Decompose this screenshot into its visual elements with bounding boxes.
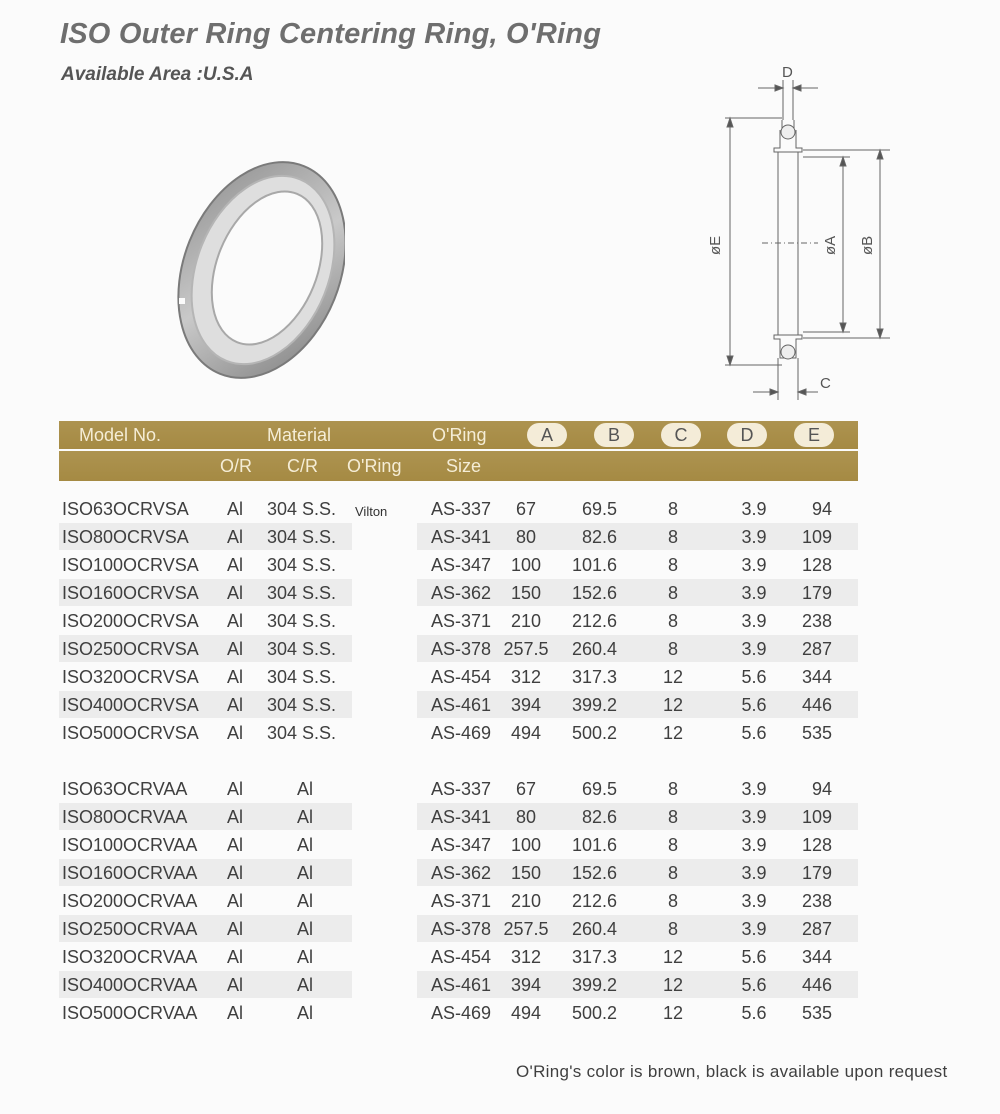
dim-c: 12	[662, 695, 684, 715]
dim-a: 394	[510, 975, 542, 995]
dim-c: 8	[667, 891, 678, 911]
outer-ring-material: Al	[227, 611, 244, 631]
dim-a: 67	[515, 779, 537, 799]
table-row	[59, 495, 858, 522]
oring-size: AS-341	[431, 807, 492, 827]
centering-ring-material: 304 S.S.	[267, 583, 337, 603]
oring-size: AS-347	[431, 835, 492, 855]
dim-d: 3.9	[741, 835, 767, 855]
dim-c: 8	[667, 863, 678, 883]
header-model-no: Model No.	[79, 425, 162, 445]
dim-c: 12	[662, 947, 684, 967]
model-number: ISO250OCRVAA	[62, 919, 198, 939]
dim-a: 67	[515, 499, 537, 519]
dim-e: 109	[801, 527, 832, 547]
dim-d: 3.9	[741, 891, 767, 911]
outer-ring-material: Al	[227, 807, 244, 827]
dim-b: 260.4	[571, 639, 617, 659]
model-number: ISO500OCRVAA	[62, 1003, 198, 1023]
header-col-b: B	[594, 423, 634, 447]
dim-c: 8	[667, 499, 678, 519]
outer-ring-material: Al	[227, 583, 244, 603]
centering-ring-material: Al	[297, 919, 314, 939]
dim-a: 257.5	[503, 919, 549, 939]
dim-d: 3.9	[741, 807, 767, 827]
dim-b: 69.5	[581, 499, 617, 519]
dim-e: 535	[801, 1003, 832, 1023]
dim-b: 500.2	[571, 723, 617, 743]
outer-ring-material: Al	[227, 835, 244, 855]
table-row	[59, 691, 858, 718]
dim-c: 8	[667, 555, 678, 575]
centering-ring-material: 304 S.S.	[267, 695, 337, 715]
oring-size: AS-378	[431, 919, 492, 939]
centering-ring-material: Al	[297, 835, 314, 855]
dim-d: 3.9	[741, 583, 767, 603]
dim-c: 8	[667, 919, 678, 939]
centering-ring-material: 304 S.S.	[267, 723, 337, 743]
dim-c: 8	[667, 807, 678, 827]
dim-d: 3.9	[741, 863, 767, 883]
dim-e: 344	[801, 947, 832, 967]
dim-e: 128	[801, 835, 832, 855]
dim-c: 8	[667, 611, 678, 631]
oring-size: AS-461	[431, 975, 492, 995]
dim-e: 446	[801, 975, 832, 995]
dim-a: 150	[510, 863, 542, 883]
oring-size: AS-454	[431, 667, 492, 687]
dim-d: 3.9	[741, 527, 767, 547]
dim-e: 287	[801, 639, 832, 659]
centering-ring-material: Al	[297, 891, 314, 911]
model-number: ISO400OCRVAA	[62, 975, 198, 995]
centering-ring-material: 304 S.S.	[267, 611, 337, 631]
oring-size: AS-469	[431, 723, 492, 743]
model-number: ISO200OCRVAA	[62, 891, 198, 911]
page-title: ISO Outer Ring Centering Ring, O'Ring	[60, 18, 602, 50]
table-row	[59, 971, 858, 998]
centering-ring-material: 304 S.S.	[267, 499, 337, 519]
table-row	[59, 551, 858, 578]
table-row	[59, 523, 858, 550]
outer-ring-material: Al	[227, 555, 244, 575]
dim-b: 317.3	[571, 667, 617, 687]
model-number: ISO400OCRVSA	[62, 695, 199, 715]
dim-c: 12	[662, 975, 684, 995]
dimension-label-a: øA	[822, 235, 839, 255]
dim-a: 394	[510, 695, 542, 715]
model-number: ISO63OCRVSA	[62, 499, 189, 519]
outer-ring-material: Al	[227, 723, 244, 743]
oring-size: AS-337	[431, 779, 492, 799]
dim-e: 446	[801, 695, 832, 715]
table-header-row-1	[59, 421, 858, 449]
table-row	[59, 999, 858, 1026]
dim-d: 5.6	[741, 975, 767, 995]
dim-b: 152.6	[571, 863, 617, 883]
dim-b: 212.6	[571, 611, 617, 631]
header-col-c: C	[661, 423, 701, 447]
model-number: ISO100OCRVAA	[62, 835, 198, 855]
model-number: ISO80OCRVSA	[62, 527, 189, 547]
oring-size: AS-347	[431, 555, 492, 575]
header-material: Material	[267, 425, 332, 445]
table-row	[59, 775, 858, 802]
dim-a: 150	[510, 583, 542, 603]
dim-e: 238	[801, 891, 832, 911]
outer-ring-material: Al	[227, 919, 244, 939]
header-col-d: D	[727, 423, 767, 447]
oring-material: Vilton	[355, 504, 388, 519]
outer-ring-material: Al	[227, 863, 244, 883]
dim-d: 5.6	[741, 723, 767, 743]
oring-size: AS-371	[431, 891, 492, 911]
oring-size: AS-378	[431, 639, 492, 659]
dim-d: 3.9	[741, 639, 767, 659]
header-col-e: E	[794, 423, 834, 447]
dim-c: 12	[662, 1003, 684, 1023]
dimension-label-b: øB	[859, 235, 876, 255]
dim-c: 8	[667, 779, 678, 799]
table-row	[59, 831, 858, 858]
dim-d: 5.6	[741, 1003, 767, 1023]
dim-a: 210	[510, 611, 542, 631]
dim-a: 100	[510, 555, 542, 575]
centering-ring-material: Al	[297, 1003, 314, 1023]
outer-ring-material: Al	[227, 975, 244, 995]
oring-size: AS-341	[431, 527, 492, 547]
table-header-row-2	[59, 451, 858, 481]
dim-e: 94	[811, 779, 832, 799]
outer-ring-material: Al	[227, 891, 244, 911]
availability-subtitle: Available Area :U.S.A	[61, 64, 254, 85]
dim-b: 82.6	[581, 807, 617, 827]
table-row	[59, 803, 858, 830]
oring-size: AS-337	[431, 499, 492, 519]
dim-d: 5.6	[741, 947, 767, 967]
oring-size: AS-454	[431, 947, 492, 967]
header-oring: O'Ring	[432, 425, 487, 445]
outer-ring-material: Al	[227, 667, 244, 687]
table-row	[59, 915, 858, 942]
centering-ring-material: 304 S.S.	[267, 639, 337, 659]
dim-b: 500.2	[571, 1003, 617, 1023]
header-size: Size	[446, 456, 482, 476]
dim-d: 3.9	[741, 611, 767, 631]
dim-d: 3.9	[741, 555, 767, 575]
centering-ring-photo	[175, 150, 345, 390]
outer-ring-material: Al	[227, 639, 244, 659]
table-row	[59, 607, 858, 634]
dim-a: 80	[515, 527, 537, 547]
dim-a: 494	[510, 723, 542, 743]
dim-e: 179	[801, 583, 832, 603]
outer-ring-material: Al	[227, 1003, 244, 1023]
dim-e: 344	[801, 667, 832, 687]
dim-a: 80	[515, 807, 537, 827]
header-oring-material: O'Ring	[347, 456, 402, 476]
dim-b: 101.6	[571, 835, 617, 855]
oring-size: AS-362	[431, 583, 492, 603]
outer-ring-material: Al	[227, 499, 244, 519]
centering-ring-material: 304 S.S.	[267, 667, 337, 687]
header-col-a: A	[527, 423, 567, 447]
dimension-label-e: øE	[707, 235, 724, 255]
centering-ring-material: 304 S.S.	[267, 555, 337, 575]
dim-b: 152.6	[571, 583, 617, 603]
dim-b: 212.6	[571, 891, 617, 911]
outer-ring-material: Al	[227, 947, 244, 967]
dim-b: 260.4	[571, 919, 617, 939]
dim-c: 8	[667, 583, 678, 603]
table-row	[59, 719, 858, 746]
oring-size: AS-362	[431, 863, 492, 883]
model-number: ISO320OCRVAA	[62, 947, 198, 967]
model-number: ISO500OCRVSA	[62, 723, 199, 743]
table-row	[59, 663, 858, 690]
outer-ring-material: Al	[227, 779, 244, 799]
dim-c: 8	[667, 835, 678, 855]
model-number: ISO160OCRVSA	[62, 583, 199, 603]
dim-a: 100	[510, 835, 542, 855]
dim-d: 5.6	[741, 667, 767, 687]
centering-ring-material: Al	[297, 779, 314, 799]
table-row	[59, 579, 858, 606]
centering-ring-material: Al	[297, 863, 314, 883]
centering-ring-material: Al	[297, 947, 314, 967]
dim-a: 210	[510, 891, 542, 911]
oring-size: AS-461	[431, 695, 492, 715]
dim-a: 494	[510, 1003, 542, 1023]
dim-e: 287	[801, 919, 832, 939]
centering-ring-material: Al	[297, 807, 314, 827]
header-centering-ring: C/R	[287, 456, 318, 476]
dim-d: 3.9	[741, 499, 767, 519]
model-number: ISO160OCRVAA	[62, 863, 198, 883]
table-row	[59, 887, 858, 914]
header-outer-ring: O/R	[220, 456, 253, 476]
model-number: ISO320OCRVSA	[62, 667, 199, 687]
dim-a: 312	[510, 947, 542, 967]
model-number: ISO100OCRVSA	[62, 555, 199, 575]
dim-b: 82.6	[581, 527, 617, 547]
dimension-diagram	[690, 60, 910, 405]
oring-size: AS-371	[431, 611, 492, 631]
model-number: ISO63OCRVAA	[62, 779, 188, 799]
dim-c: 8	[667, 639, 678, 659]
dim-d: 3.9	[741, 779, 767, 799]
outer-ring-material: Al	[227, 527, 244, 547]
centering-ring-material: 304 S.S.	[267, 527, 337, 547]
outer-ring-material: Al	[227, 695, 244, 715]
dim-e: 128	[801, 555, 832, 575]
footer-note: O'Ring's color is brown, black is available upon request	[516, 1062, 948, 1081]
dimension-label-c: C	[820, 375, 831, 392]
dimension-label-d: D	[782, 64, 793, 81]
table-row	[59, 943, 858, 970]
dim-e: 238	[801, 611, 832, 631]
dim-c: 12	[662, 667, 684, 687]
dim-d: 5.6	[741, 695, 767, 715]
dim-d: 3.9	[741, 919, 767, 939]
dim-b: 317.3	[571, 947, 617, 967]
dim-a: 257.5	[503, 639, 549, 659]
oring-size: AS-469	[431, 1003, 492, 1023]
table-row	[59, 859, 858, 886]
model-number: ISO200OCRVSA	[62, 611, 199, 631]
model-number: ISO250OCRVSA	[62, 639, 199, 659]
dim-e: 94	[811, 499, 832, 519]
dim-b: 399.2	[571, 975, 617, 995]
dim-b: 399.2	[571, 695, 617, 715]
dim-b: 69.5	[581, 779, 617, 799]
dim-c: 8	[667, 527, 678, 547]
dim-e: 109	[801, 807, 832, 827]
dim-e: 179	[801, 863, 832, 883]
dim-e: 535	[801, 723, 832, 743]
table-row	[59, 635, 858, 662]
centering-ring-material: Al	[297, 975, 314, 995]
dim-a: 312	[510, 667, 542, 687]
dim-c: 12	[662, 723, 684, 743]
dim-b: 101.6	[571, 555, 617, 575]
model-number: ISO80OCRVAA	[62, 807, 188, 827]
